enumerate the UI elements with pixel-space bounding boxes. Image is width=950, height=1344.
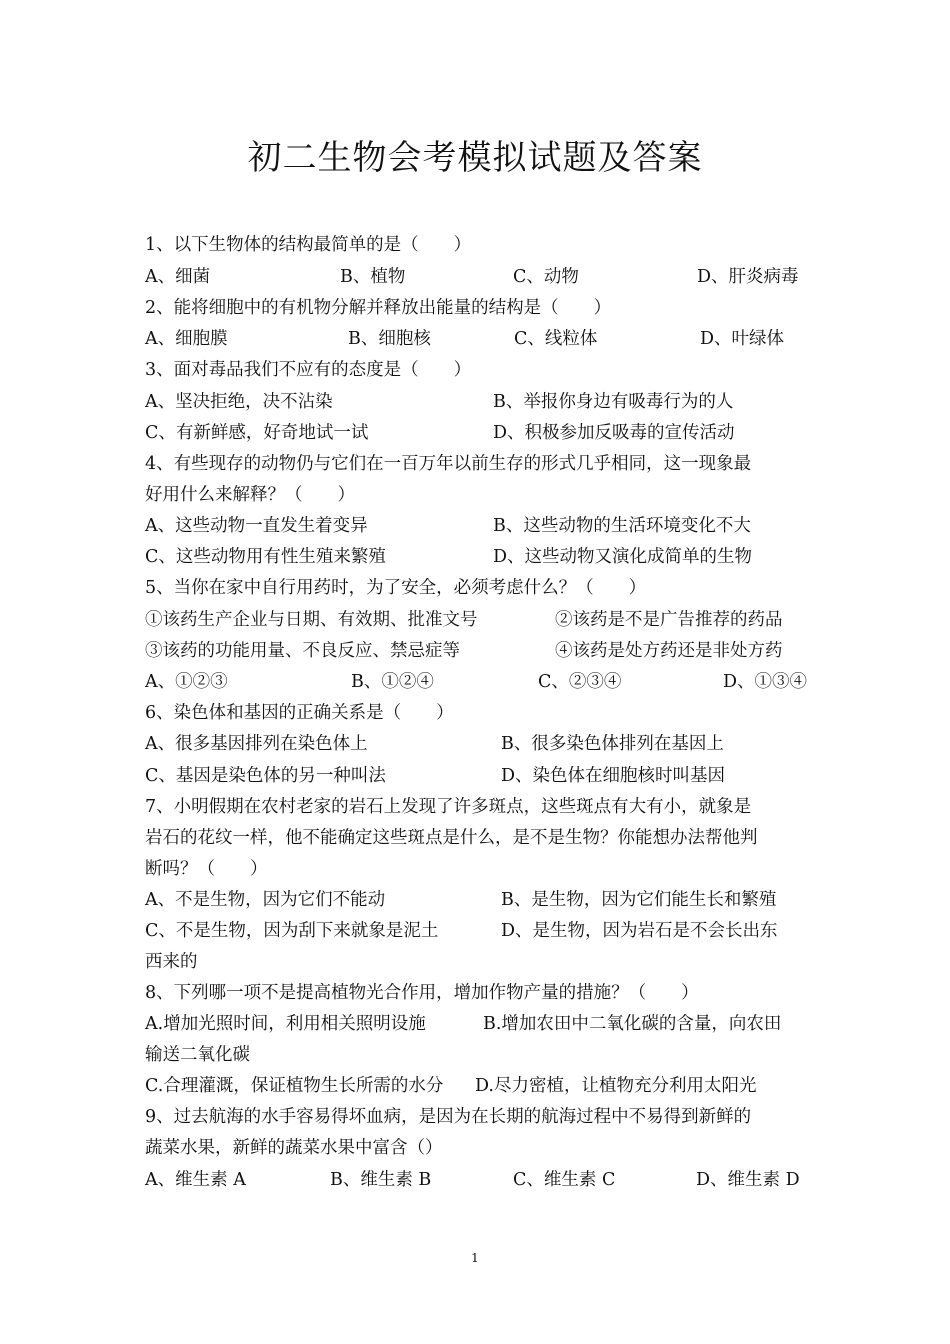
q9-option-a: A、维生素 A (145, 1170, 246, 1190)
question-5-stem: 5、当你在家中自行用药时，为了安全，必须考虑什么？（ ） (145, 578, 647, 598)
question-8-options-row1 (145, 1012, 810, 1036)
question-2-options (145, 327, 810, 351)
q8-option-b: B.增加农田中二氧化碳的含量，向农田 (483, 1014, 782, 1034)
question-2-stem: 2、能将细胞中的有机物分解并释放出能量的结构是（ ） (145, 298, 612, 318)
q8-option-c: C.合理灌溉，保证植物生长所需的水分 (145, 1076, 444, 1096)
q8-option-a: A.增加光照时间，利用相关照明设施 (145, 1014, 426, 1034)
q7-option-a: A、不是生物，因为它们不能动 (145, 890, 386, 910)
q2-option-c: C、线粒体 (514, 329, 598, 349)
question-4-stem-line2: 好用什么来解释？（ ） (145, 485, 355, 505)
q3-option-a: A、坚决拒绝，决不沾染 (145, 392, 333, 412)
q3-option-b: B、举报你身边有吸毒行为的人 (493, 392, 734, 412)
question-7-stem-line1: 7、小明假期在农村老家的岩石上发现了许多斑点，这些斑点有大有小，就象是 (145, 797, 752, 817)
q6-option-d: D、染色体在细胞核时叫基因 (501, 766, 726, 786)
q9-option-d: D、维生素 D (696, 1170, 800, 1190)
page-number: 1 (471, 1251, 479, 1265)
question-6-options-row1 (145, 732, 810, 756)
question-4-stem-line1: 4、有些现存的动物仍与它们在一百万年以前生存的形式几乎相同，这一现象最 (145, 454, 752, 474)
q4-option-d: D、这些动物又演化成简单的生物 (493, 547, 753, 567)
question-9-stem-line2: 蔬菜水果，新鲜的蔬菜水果中富含（） (145, 1138, 443, 1158)
q5-option-b: B、①②④ (351, 672, 434, 692)
q7-option-c: C、不是生物，因为刮下来就象是泥土 (145, 921, 439, 941)
q4-option-b: B、这些动物的生活环境变化不大 (493, 516, 751, 536)
q9-option-c: C、维生素 C (513, 1170, 616, 1190)
question-7-options-row2 (145, 919, 810, 943)
q6-option-c: C、基因是染色体的另一种叫法 (145, 766, 386, 786)
question-6-stem: 6、染色体和基因的正确关系是（ ） (145, 703, 454, 723)
q1-option-b: B、植物 (340, 267, 406, 287)
q5-item-3: ③该药的功能用量、不良反应、禁忌症等 (145, 641, 460, 661)
q1-option-c: C、动物 (513, 267, 579, 287)
question-3-options-row2 (145, 421, 810, 445)
q5-option-d: D、①③④ (723, 672, 808, 692)
q2-option-a: A、细胞膜 (145, 329, 228, 349)
question-8-options-row2 (145, 1074, 810, 1098)
question-4-options-row1 (145, 514, 810, 538)
q5-item-2: ②该药是不是广告推荐的药品 (555, 610, 783, 630)
question-3-options-row1 (145, 390, 810, 414)
question-7-stem-line2: 岩石的花纹一样，他不能确定这些斑点是什么，是不是生物？你能想办法帮他判 (145, 828, 758, 848)
page-title: 初二生物会考模拟试题及答案 (247, 138, 703, 178)
question-5-items-row2 (145, 639, 810, 663)
q4-option-c: C、这些动物用有性生殖来繁殖 (145, 547, 386, 567)
q5-item-4: ④该药是处方药还是非处方药 (555, 641, 783, 661)
question-4-options-row2 (145, 545, 810, 569)
question-9-stem-line1: 9、过去航海的水手容易得坏血病，是因为在长期的航海过程中不易得到新鲜的 (145, 1107, 752, 1127)
q6-option-a: A、很多基因排列在染色体上 (145, 734, 368, 754)
question-5-options (145, 670, 810, 694)
q5-option-c: C、②③④ (538, 672, 622, 692)
question-5-items-row1 (145, 608, 810, 632)
q5-item-1: ①该药生产企业与日期、有效期、批准文号 (145, 610, 478, 630)
q8-option-d: D.尽力密植，让植物充分利用太阳光 (475, 1076, 757, 1096)
q3-option-d: D、积极参加反吸毒的宣传活动 (493, 423, 735, 443)
q3-option-c: C、有新鲜感，好奇地试一试 (145, 423, 369, 443)
q7-option-d: D、是生物，因为岩石是不会长出东 (501, 921, 778, 941)
q1-option-d: D、肝炎病毒 (697, 267, 799, 287)
q7-option-b: B、是生物，因为它们能生长和繁殖 (501, 890, 777, 910)
question-8-stem: 8、下列哪一项不是提高植物光合作用，增加作物产量的措施？（ ） (145, 983, 699, 1003)
q4-option-a: A、这些动物一直发生着变异 (145, 516, 368, 536)
question-7-stem-line3: 断吗？（ ） (145, 859, 268, 879)
q1-option-a: A、细菌 (145, 267, 211, 287)
question-1-stem: 1、以下生物体的结构最简单的是（ ） (145, 235, 472, 255)
q8-option-b-continuation: 输送二氧化碳 (145, 1045, 250, 1065)
question-7-options-row1 (145, 888, 810, 912)
question-6-options-row2 (145, 764, 810, 788)
q5-option-a: A、①②③ (145, 672, 228, 692)
q7-option-d-continuation: 西来的 (145, 952, 198, 972)
q6-option-b: B、很多染色体排列在基因上 (501, 734, 724, 754)
question-3-stem: 3、面对毒品我们不应有的态度是（ ） (145, 360, 472, 380)
q2-option-d: D、叶绿体 (700, 329, 785, 349)
q9-option-b: B、维生素 B (330, 1170, 432, 1190)
question-1-options (145, 265, 810, 289)
question-9-options (145, 1168, 810, 1192)
q2-option-b: B、细胞核 (348, 329, 431, 349)
